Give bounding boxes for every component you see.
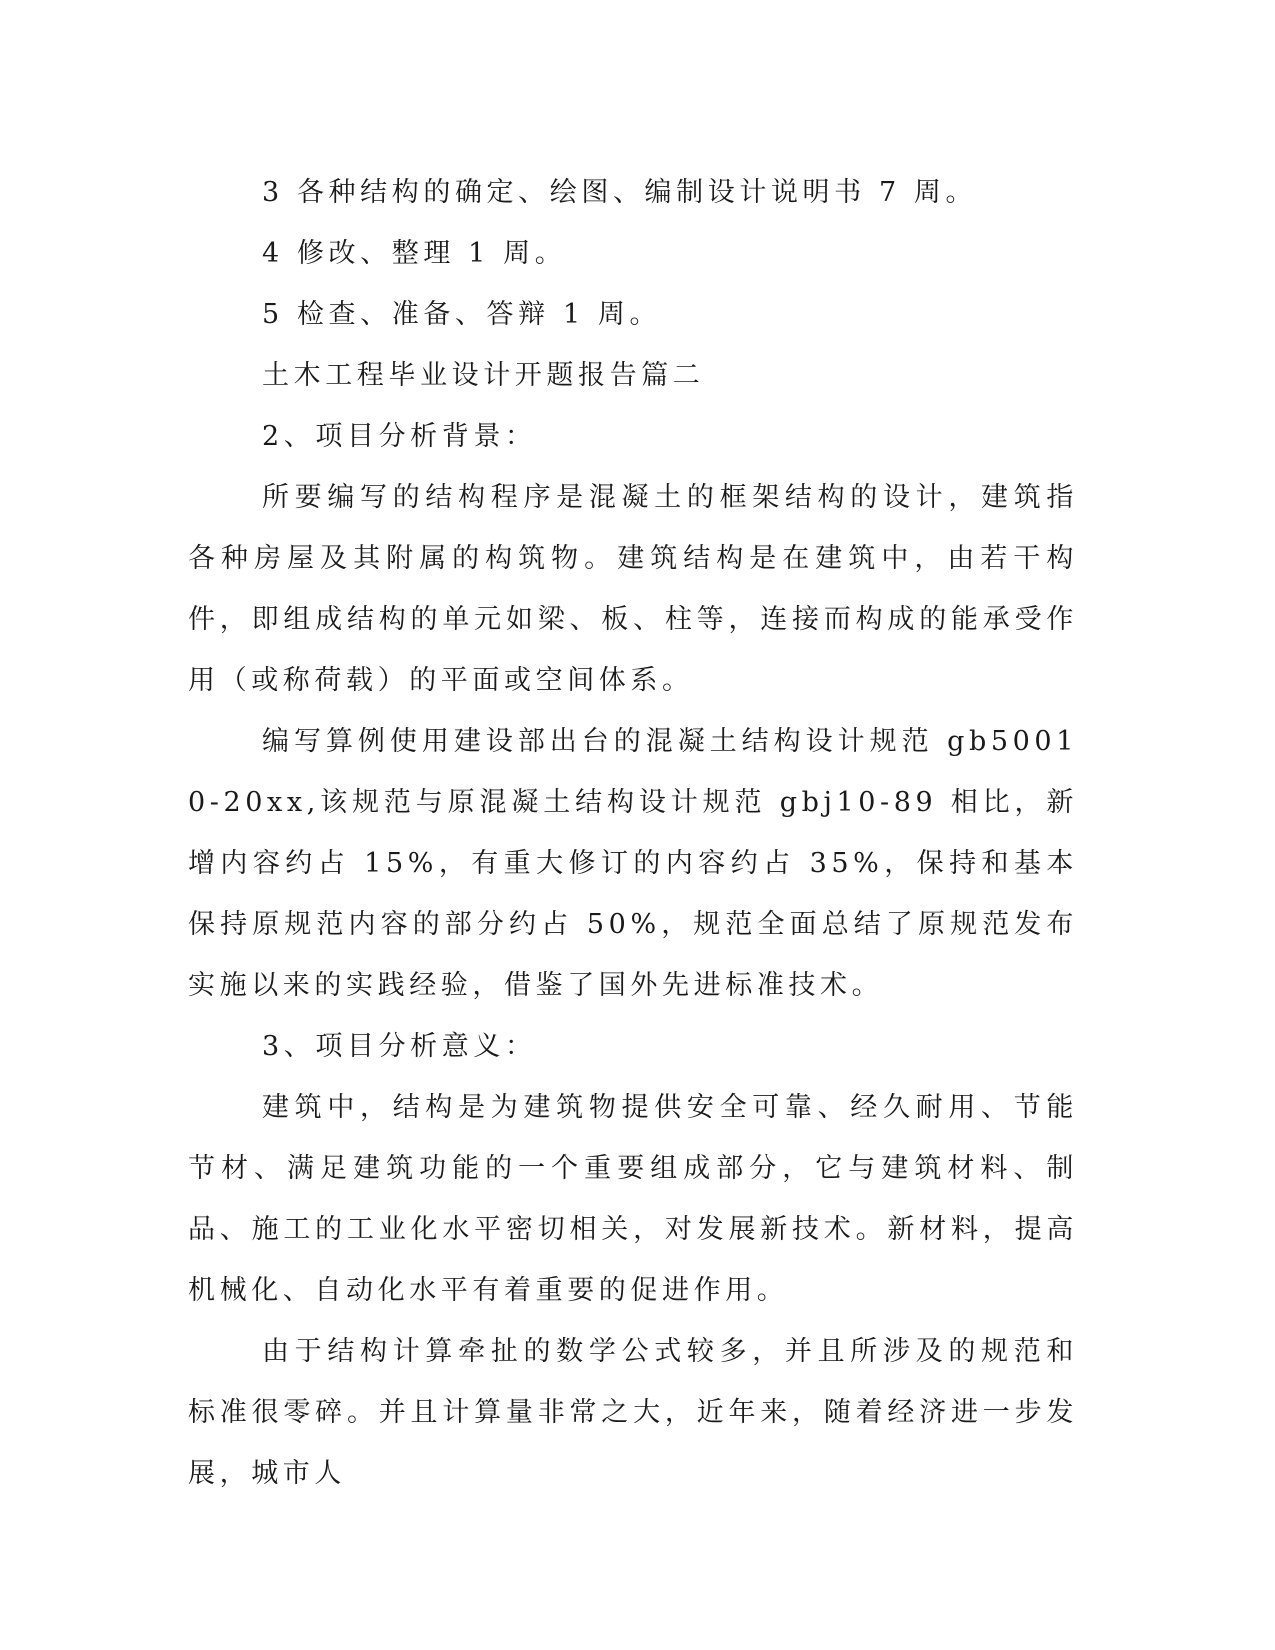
schedule-item-5: 5 检查、准备、答辩 1 周。 [262, 299, 662, 330]
paragraph-significance-1: 建筑中，结构是为建筑物提供安全可靠、经久耐用、节能节材、满足建筑功能的一个重要组成部分，它与建筑材料、制品、施工的工业化水平密切相关，对发展新技术。新材料，提高机械化、自动化水平有着重要的促进作用。 [188, 1092, 1078, 1306]
section-title: 土木工程毕业设计开题报告篇二 [262, 360, 705, 391]
heading-background: 2、项目分析背景： [262, 421, 537, 452]
schedule-item-3: 3 各种结构的确定、绘图、编制设计说明书 7 周。 [262, 177, 978, 208]
paragraph-background-2: 编写算例使用建设部出台的混凝土结构设计规范 gb50010-20xx,该规范与原混凝土结构设计规范 gbj10-89 相比，新增内容约占 15%，有重大修订的内容约占 35%，保持和基本保持原规范内容的部分约占 50%，规范全面总结了原规范发布实施以来的实践经验，借鉴了国外先进标准技术。 [188, 726, 1078, 1001]
heading-significance: 3、项目分析意义： [262, 1031, 537, 1062]
schedule-item-4: 4 修改、整理 1 周。 [262, 238, 567, 269]
document-body [188, 162, 1078, 1504]
paragraph-background-1: 所要编写的结构程序是混凝土的框架结构的设计，建筑指各种房屋及其附属的构筑物。建筑结构是在建筑中，由若干构件，即组成结构的单元如梁、板、柱等，连接而构成的能承受作用（或称荷载）的平面或空间体系。 [188, 482, 1078, 696]
paragraph-significance-2: 由于结构计算牵扯的数学公式较多，并且所涉及的规范和标准很零碎。并且计算量非常之大，近年来，随着经济进一步发展，城市人 [188, 1336, 1078, 1489]
